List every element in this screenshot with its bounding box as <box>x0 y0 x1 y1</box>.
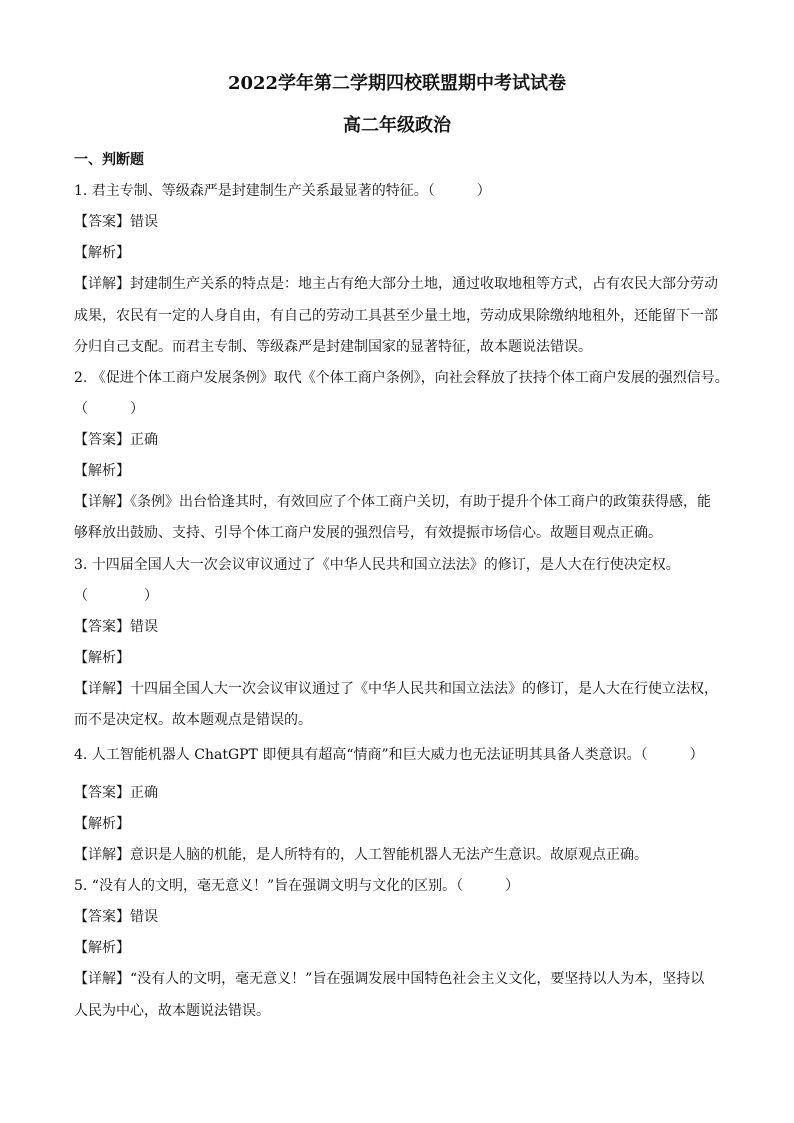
analysis-tag: 【解析】 <box>74 816 130 832</box>
question-stem: 5. “没有人的文明，毫无意义！”旨在强调文明与文化的区别。（ ） <box>74 878 520 894</box>
answer-line <box>74 617 724 637</box>
detail-text: 分归自己支配。而君主专制、等级森严是封建制国家的显著特征，故本题说法错误。 <box>74 339 592 355</box>
detail-text: “没有人的文明，毫无意义！”旨在强调发展中国特色社会主义文化，要坚持以人为本，坚持以 <box>130 971 705 987</box>
detail-line <box>74 492 724 512</box>
detail-line <box>74 274 724 294</box>
answer-value: 错误 <box>130 619 158 635</box>
answer-line <box>74 430 724 450</box>
detail-text: 成果，农民有一定的人身自由，有自己的劳动工具甚至少量土地，劳动成果除缴纳地租外，还能留下一部 <box>74 308 718 324</box>
detail-text: 而不是决定权。故本题观点是错误的。 <box>74 712 312 728</box>
answer-tag: 【答案】 <box>74 619 130 635</box>
analysis-tag: 【解析】 <box>74 245 130 261</box>
question-stem: 1. 君主专制、等级森严是封建制生产关系最显著的特征。（ ） <box>74 183 491 199</box>
analysis-tag: 【解析】 <box>74 650 130 666</box>
detail-text: 封建制生产关系的特点是：地主占有绝大部分土地，通过收取地租等方式，占有农民大部分劳动 <box>130 276 718 292</box>
detail-text: 十四届全国人大一次会议审议通过了《中华人民共和国立法法》的修订，是人大在行使立法权， <box>130 681 718 697</box>
answer-tag: 【答案】 <box>74 785 130 801</box>
detail-tag: 【详解】 <box>74 276 130 292</box>
question-stem: 4. 人工智能机器人 ChatGPT 即便具有超高“情商”和巨大威力也无法证明其具备人类意识。（ ） <box>74 747 704 763</box>
question-stem: （ ） <box>74 401 144 417</box>
answer-line <box>74 907 724 927</box>
analysis-tag: 【解析】 <box>74 940 130 956</box>
question-stem: 3. 十四届全国人大一次会议审议通过了《中华人民共和国立法法》的修订，是人大在行使决定权。 <box>74 557 680 573</box>
question-stem: （ ） <box>74 588 158 604</box>
detail-text: 意识是人脑的机能，是人所特有的，人工智能机器人无法产生意识。故原观点正确。 <box>130 847 648 863</box>
exam-subtitle: 高二年级政治 <box>343 115 451 136</box>
detail-line <box>74 969 724 989</box>
answer-line <box>74 212 724 232</box>
exam-title: 2022学年第二学期四校联盟期中考试试卷 <box>227 73 567 94</box>
answer-line <box>74 783 724 803</box>
answer-value: 错误 <box>130 909 158 925</box>
detail-text: 《条例》出台恰逢其时，有效回应了个体工商户关切，有助于提升个体工商户的政策获得感，能 <box>130 494 711 510</box>
detail-text: 人民为中心，故本题说法错误。 <box>74 1003 270 1019</box>
question-stem: 2. 《促进个体工商户发展条例》取代《个体工商户条例》，向社会释放了扶持个体工商户发展的强烈信号。 <box>74 370 729 386</box>
detail-tag: 【详解】 <box>74 681 130 697</box>
answer-tag: 【答案】 <box>74 909 130 925</box>
detail-line <box>74 679 724 699</box>
answer-tag: 【答案】 <box>74 214 130 230</box>
analysis-tag: 【解析】 <box>74 463 130 479</box>
detail-tag: 【详解】 <box>74 971 130 987</box>
answer-value: 正确 <box>130 785 158 801</box>
detail-tag: 【详解】 <box>74 494 130 510</box>
answer-value: 错误 <box>130 214 158 230</box>
section-heading: 一、判断题 <box>74 152 144 168</box>
detail-tag: 【详解】 <box>74 847 130 863</box>
detail-line <box>74 845 724 865</box>
answer-value: 正确 <box>130 432 158 448</box>
answer-tag: 【答案】 <box>74 432 130 448</box>
detail-text: 够释放出鼓励、支持、引导个体工商户发展的强烈信号，有效提振市场信心。故题目观点正确。 <box>74 525 662 541</box>
